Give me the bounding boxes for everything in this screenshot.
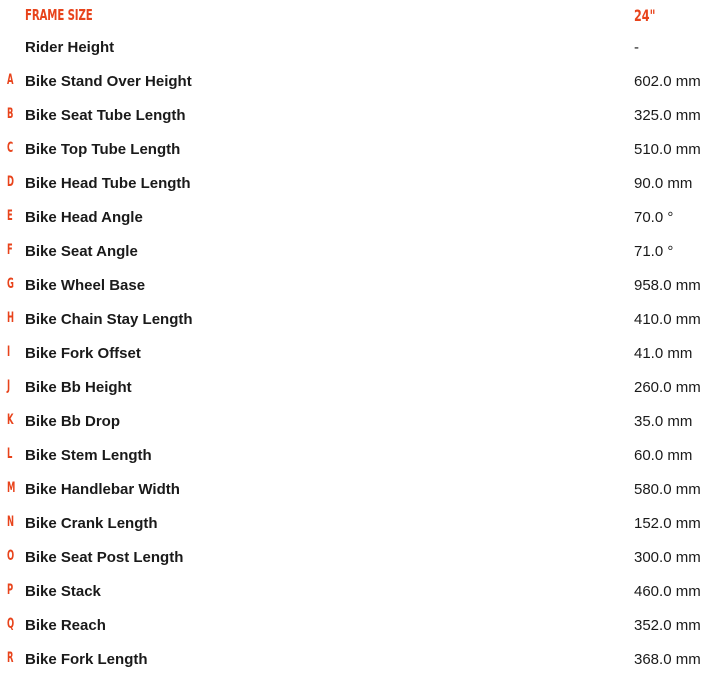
dimension-value: 300.0 mm <box>634 549 701 566</box>
table-row <box>0 508 720 542</box>
dimension-label: Bike Handlebar Width <box>25 481 180 498</box>
dimension-label: Bike Seat Angle <box>25 243 138 260</box>
table-row <box>0 304 720 338</box>
table-row <box>0 440 720 474</box>
dimension-value: 35.0 mm <box>634 413 693 430</box>
dimension-label: Bike Top Tube Length <box>25 141 181 158</box>
dimension-letter: H <box>7 310 15 326</box>
dimension-value: 352.0 mm <box>634 617 701 634</box>
dimension-value: 510.0 mm <box>634 141 701 158</box>
dimension-letter: F <box>7 242 13 258</box>
dimension-value: 71.0 ° <box>634 243 674 260</box>
dimension-label: Bike Crank Length <box>25 515 158 532</box>
table-row <box>0 100 720 134</box>
frame-size-column-heading: 24" <box>634 6 656 25</box>
table-row <box>0 168 720 202</box>
dimension-letter: E <box>7 208 13 224</box>
table-row <box>0 372 720 406</box>
dimension-label: Bike Bb Drop <box>25 413 121 430</box>
dimension-value: 60.0 mm <box>634 447 693 464</box>
dimension-letter: J <box>7 378 11 394</box>
dimension-letter: R <box>7 650 14 666</box>
table-row <box>0 474 720 508</box>
dimension-letter: P <box>7 582 14 598</box>
table-row <box>0 236 720 270</box>
table-body <box>0 32 720 678</box>
dimension-label: Bike Head Angle <box>25 209 143 226</box>
dimension-letter: O <box>7 548 15 564</box>
dimension-label: Bike Stem Length <box>25 447 152 464</box>
dimension-label: Bike Reach <box>25 617 106 634</box>
dimension-label: Bike Stand Over Height <box>25 73 192 90</box>
dimension-letter: D <box>7 174 14 190</box>
dimension-value: 260.0 mm <box>634 379 701 396</box>
dimension-value: 41.0 mm <box>634 345 693 362</box>
dimension-letter: N <box>7 514 15 530</box>
table-row <box>0 576 720 610</box>
dimension-value: 460.0 mm <box>634 583 701 600</box>
table-row <box>0 66 720 100</box>
dimension-label: Bike Wheel Base <box>25 277 146 294</box>
table-row <box>0 32 720 66</box>
dimension-value: 70.0 ° <box>634 209 674 226</box>
dimension-label: Bike Fork Length <box>25 651 148 668</box>
frame-size-heading: FRAME SIZE <box>25 6 93 24</box>
dimension-label: Bike Head Tube Length <box>25 175 191 192</box>
dimension-value: 368.0 mm <box>634 651 701 668</box>
dimension-label: Bike Seat Tube Length <box>25 107 186 124</box>
dimension-value: 410.0 mm <box>634 311 701 328</box>
table-row <box>0 542 720 576</box>
dimension-letter: B <box>7 106 14 122</box>
dimension-label: Bike Bb Height <box>25 379 132 396</box>
dimension-letter: K <box>7 412 14 428</box>
table-row <box>0 202 720 236</box>
dimension-value: 958.0 mm <box>634 277 701 294</box>
table-row <box>0 644 720 678</box>
table-row <box>0 406 720 440</box>
dimension-letter: A <box>7 72 14 88</box>
dimension-value: - <box>634 39 639 56</box>
table-row <box>0 338 720 372</box>
dimension-label: Bike Seat Post Length <box>25 549 184 566</box>
dimension-value: 580.0 mm <box>634 481 701 498</box>
dimension-value: 602.0 mm <box>634 73 701 90</box>
table-row <box>0 134 720 168</box>
table-header-row <box>0 0 720 32</box>
dimension-label: Bike Chain Stay Length <box>25 311 193 328</box>
dimension-value: 90.0 mm <box>634 175 693 192</box>
table-row <box>0 610 720 644</box>
dimension-letter: I <box>7 344 11 360</box>
dimension-label: Bike Fork Offset <box>25 345 141 362</box>
dimension-value: 325.0 mm <box>634 107 701 124</box>
dimension-label: Bike Stack <box>25 583 101 600</box>
dimension-letter: M <box>7 480 16 496</box>
dimension-letter: C <box>7 140 14 156</box>
dimension-letter: L <box>7 446 13 462</box>
table-row <box>0 270 720 304</box>
dimension-value: 152.0 mm <box>634 515 701 532</box>
dimension-letter: Q <box>7 616 15 632</box>
dimension-label: Rider Height <box>25 39 115 56</box>
dimension-letter: G <box>7 276 14 292</box>
